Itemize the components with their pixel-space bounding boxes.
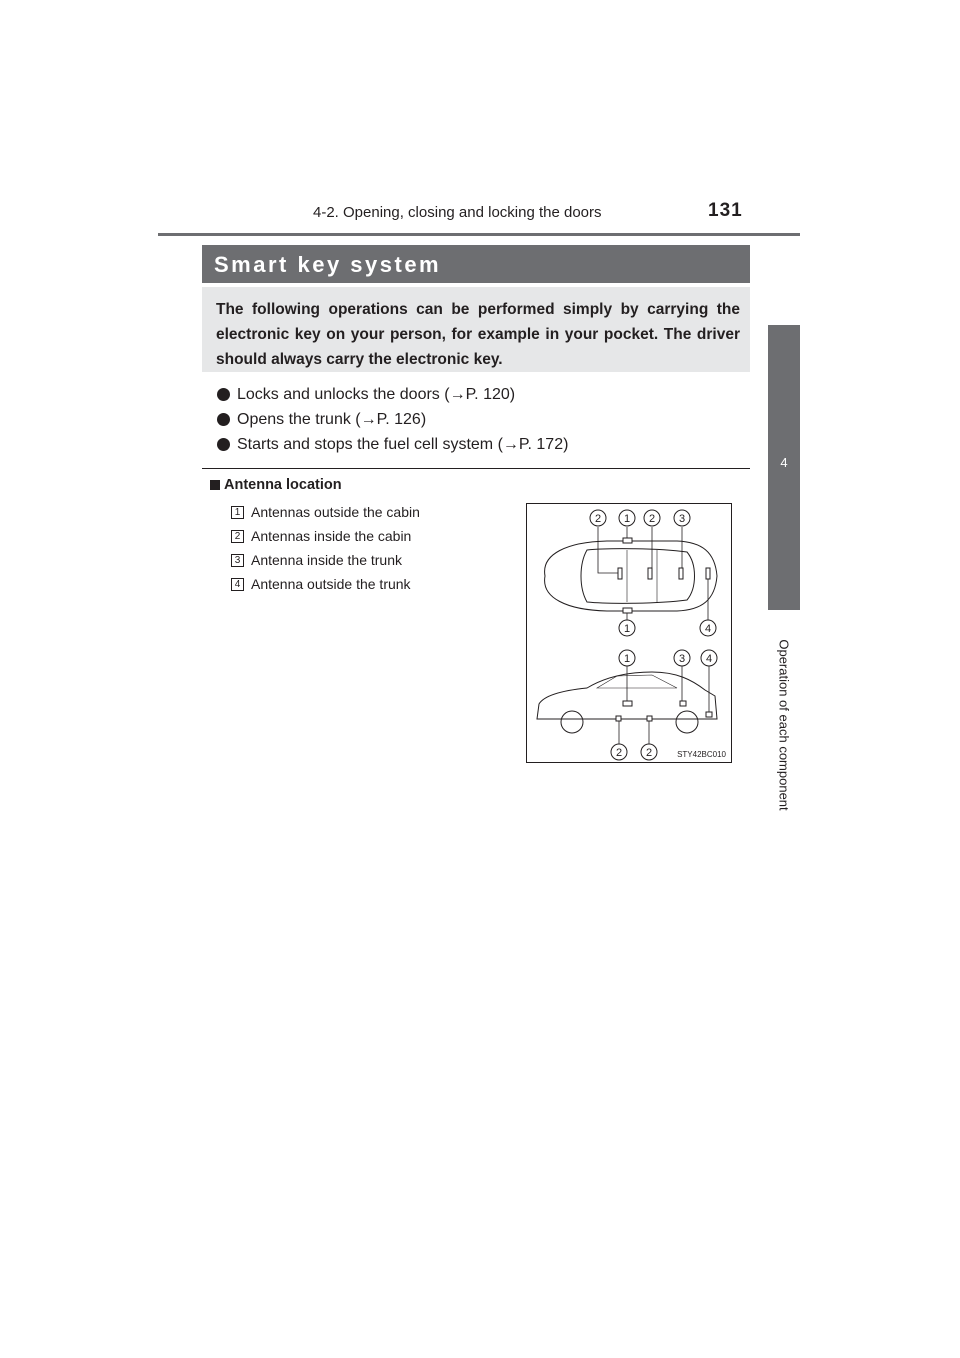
- callout-label: 2: [594, 513, 602, 525]
- legend-number-box: 3: [231, 554, 244, 567]
- legend-label: Antenna inside the trunk: [251, 552, 402, 568]
- figure-code: STY42BC010: [677, 750, 726, 759]
- chapter-label: Operation of each component: [776, 639, 792, 811]
- antenna-marker: [623, 538, 632, 543]
- antenna-marker: [647, 716, 652, 721]
- callout-label: 1: [623, 623, 631, 635]
- callout-label: 1: [623, 653, 631, 665]
- title-bar: [202, 245, 750, 283]
- legend-item: [231, 548, 420, 572]
- callout-label: 4: [705, 653, 713, 665]
- list-item: [217, 432, 568, 457]
- page-title: Smart key system: [214, 252, 442, 277]
- antenna-marker: [706, 712, 712, 717]
- antenna-marker: [616, 716, 621, 721]
- legend-item: [231, 524, 420, 548]
- car-top-view-outline: [545, 541, 717, 611]
- antenna-marker: [679, 568, 683, 579]
- list-item-text: Starts and stops the fuel cell system (→P. 172): [237, 436, 569, 453]
- antenna-legend: [231, 500, 420, 596]
- legend-label: Antennas inside the cabin: [251, 528, 412, 544]
- intro-text: The following operations can be performed simply by carrying the electronic key on your person, for example in your pocket. The driver should always carry the electronic key.: [216, 301, 740, 368]
- antenna-location-figure: [526, 503, 732, 763]
- callout-label: 1: [623, 513, 631, 525]
- antenna-marker: [623, 701, 632, 706]
- antenna-marker: [706, 568, 710, 579]
- antenna-marker: [623, 608, 632, 613]
- antenna-marker: [648, 568, 652, 579]
- page-number: 131: [708, 200, 743, 221]
- bullet-icon: [217, 388, 230, 401]
- callout-label: 4: [704, 623, 712, 635]
- legend-number-box: 1: [231, 506, 244, 519]
- header-section-title: 4-2. Opening, closing and locking the doors: [313, 204, 602, 221]
- header-rule: [158, 233, 800, 236]
- callout-label: 2: [645, 747, 653, 759]
- callout-label: 3: [678, 653, 686, 665]
- callout-label: 2: [615, 747, 623, 759]
- list-item: [217, 382, 568, 407]
- antenna-marker: [618, 568, 622, 579]
- chapter-number: 4: [780, 455, 788, 470]
- list-item: [217, 407, 568, 432]
- car-diagram: [527, 504, 731, 762]
- antenna-marker: [680, 701, 686, 706]
- square-bullet-icon: [210, 480, 220, 490]
- feature-list: [217, 382, 568, 457]
- section-divider: [202, 468, 750, 469]
- callout-label: 2: [648, 513, 656, 525]
- legend-item: [231, 572, 420, 596]
- subsection-title: Antenna location: [224, 477, 342, 493]
- legend-item: [231, 500, 420, 524]
- list-item-text: Opens the trunk (→P. 126): [237, 411, 427, 428]
- legend-number-box: 4: [231, 578, 244, 591]
- intro-box: [202, 287, 750, 372]
- legend-number-box: 2: [231, 530, 244, 543]
- chapter-tab[interactable]: [768, 325, 800, 610]
- subsection-heading: [210, 477, 342, 493]
- list-item-text: Locks and unlocks the doors (→P. 120): [237, 386, 516, 403]
- bullet-icon: [217, 438, 230, 451]
- legend-label: Antenna outside the trunk: [251, 576, 411, 592]
- callout-label: 3: [678, 513, 686, 525]
- legend-label: Antennas outside the cabin: [251, 504, 420, 520]
- bullet-icon: [217, 413, 230, 426]
